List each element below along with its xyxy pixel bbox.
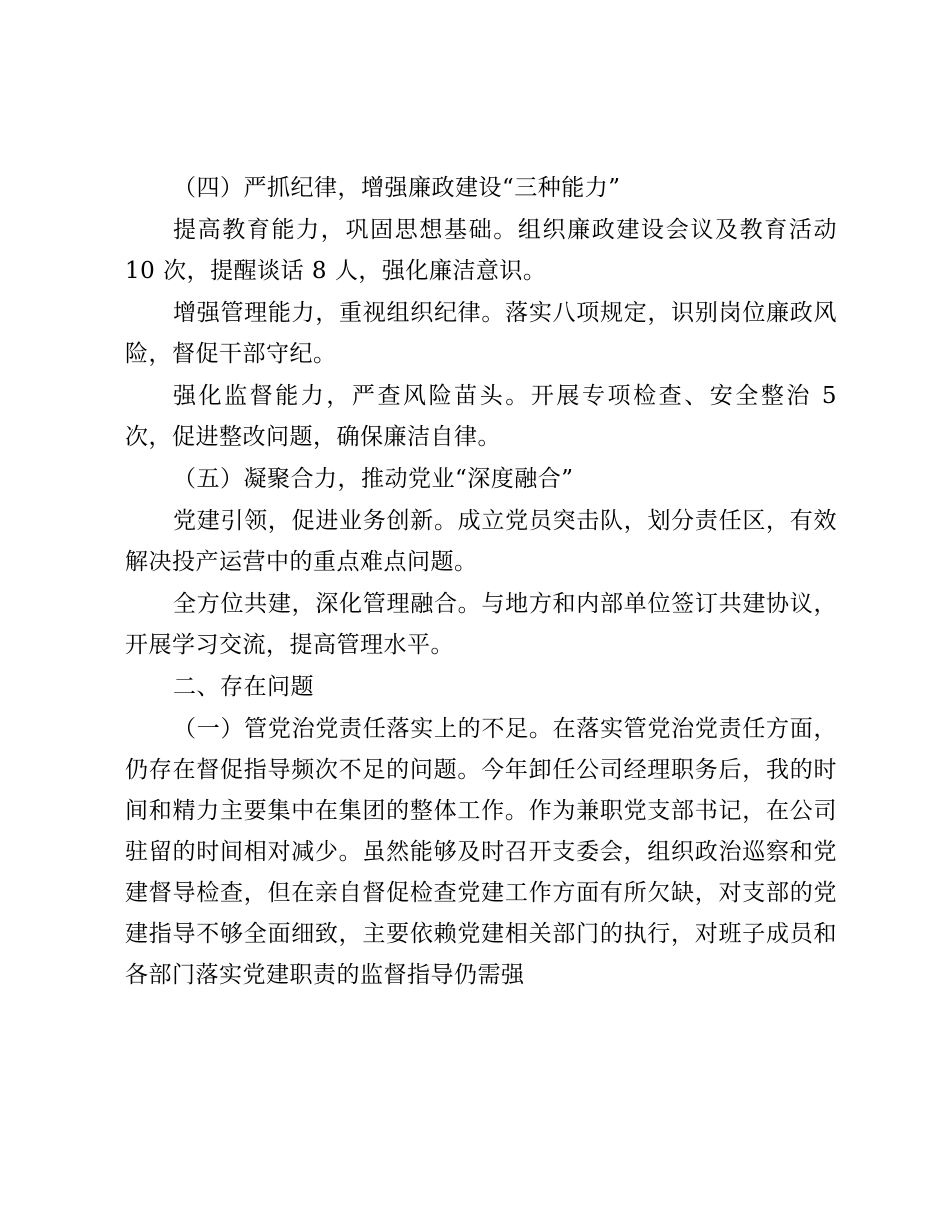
paragraph-education-capacity: 提高教育能力，巩固思想基础。组织廉政建设会议及教育活动 10 次，提醒谈话 8 人，强化廉洁意识。	[125, 217, 837, 284]
paragraph-party-leadership: 党建引领，促进业务创新。成立党员突击队，划分责任区，有效解决投产运营中的重点难点问题。	[125, 508, 837, 575]
section-heading-4: （四）严抓纪律，增强廉政建设“三种能力”	[173, 175, 621, 201]
paragraph-supervision-capacity: 强化监督能力，严查风险苗头。开展专项检查、安全整治 5 次，促进整改问题，确保廉洁自律。	[125, 383, 837, 450]
document-body	[125, 168, 837, 997]
paragraph-joint-construction: 全方位共建，深化管理融合。与地方和内部单位签订共建协议，开展学习交流，提高管理水平。	[125, 591, 837, 658]
paragraph-management-capacity: 增强管理能力，重视组织纪律。落实八项规定，识别岗位廉政风险，督促干部守纪。	[125, 300, 837, 367]
section-heading-problems: 二、存在问题	[173, 674, 314, 700]
section-heading-5: （五）凝聚合力，推动党业“深度融合”	[173, 466, 574, 492]
paragraph-responsibility-shortfall: （一）管党治党责任落实上的不足。在落实管党治党责任方面，仍存在督促指导频次不足的问题。今年卸任公司经理职务后，我的时间和精力主要集中在集团的整体工作。作为兼职党支部书记，在公司驻留的时间相对减少。虽然能够及时召开支委会，组织政治巡察和党建督导检查，但在亲自督促检查党建工作方面有所欠缺，对支部的党建指导不够全面细致，主要依赖党建相关部门的执行，对班子成员和各部门落实党建职责的监督指导仍需强	[125, 716, 837, 988]
